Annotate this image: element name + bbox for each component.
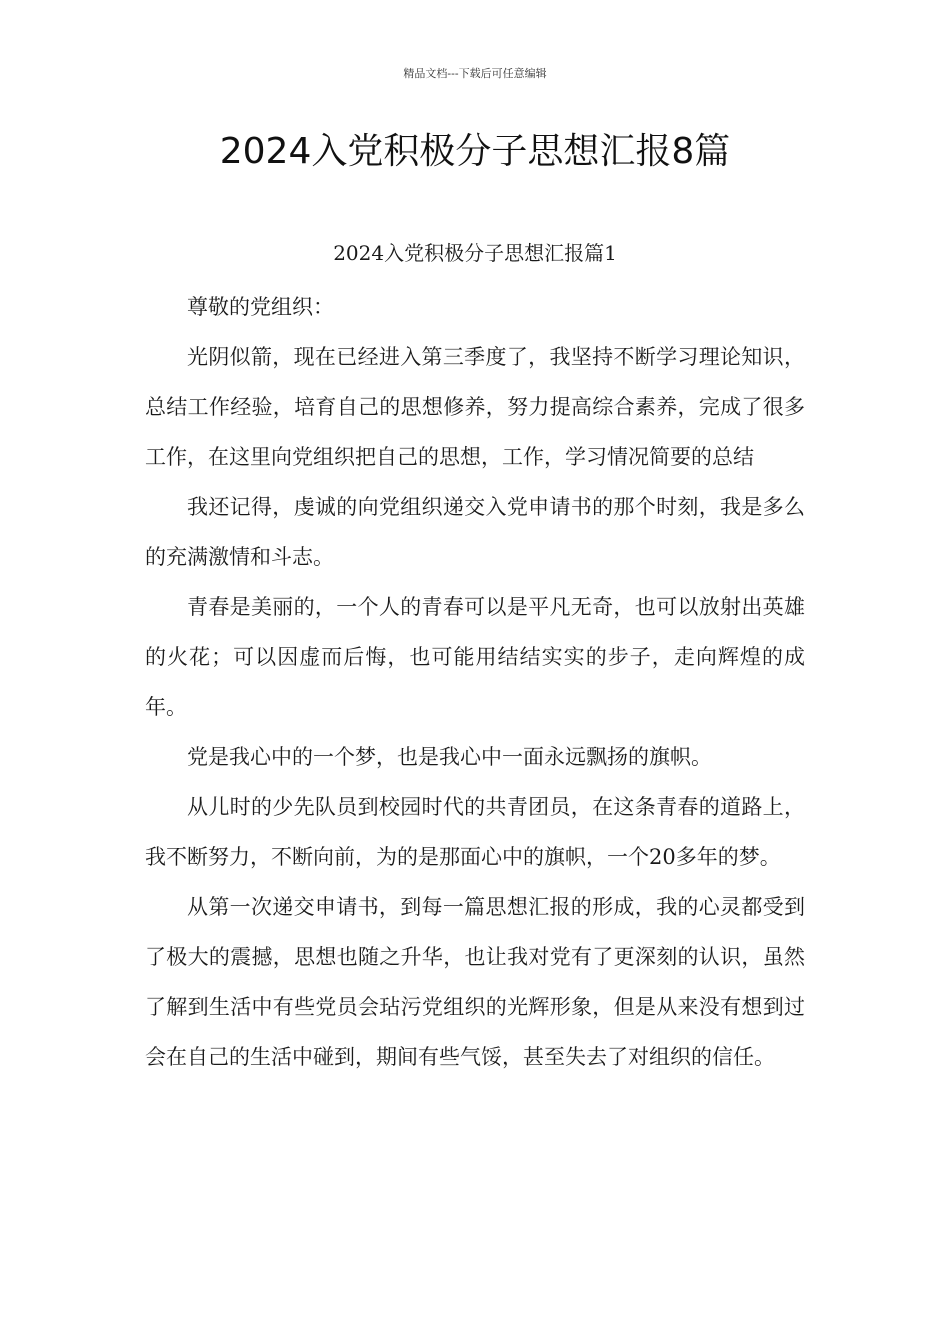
paragraph: 从儿时的少先队员到校园时代的共青团员，在这条青春的道路上，我不断努力，不断向前，为的是那面心中的旗帜，一个20多年的梦。 — [145, 795, 805, 869]
paragraph: 党是我心中的一个梦，也是我心中一面永远飘扬的旗帜。 — [187, 745, 712, 769]
section-heading: 2024入党积极分子思想汇报篇1 — [333, 241, 617, 265]
paragraph: 从第一次递交申请书，到每一篇思想汇报的形成，我的心灵都受到了极大的震撼，思想也随之升华，也让我对党有了更深刻的认识，虽然了解到生活中有些党员会玷污党组织的光辉形象，但是从来没有想到过会在自己的生活中碰到，期间有些气馁，甚至失去了对组织的信任。 — [145, 895, 805, 1069]
paragraph: 光阴似箭，现在已经进入第三季度了，我坚持不断学习理论知识，总结工作经验，培育自己的思想修养，努力提高综合素养，完成了很多工作，在这里向党组织把自己的思想，工作，学习情况简要的总结 — [145, 345, 805, 469]
header-note: 精品文档---下载后可任意编辑 — [403, 67, 547, 80]
document-body — [145, 282, 805, 1082]
paragraph: 我还记得，虔诚的向党组织递交入党申请书的那个时刻，我是多么的充满激情和斗志。 — [145, 495, 805, 569]
paragraph: 青春是美丽的，一个人的青春可以是平凡无奇，也可以放射出英雄的火花；可以因虚而后悔，也可能用结结实实的步子，走向辉煌的成年。 — [145, 595, 805, 719]
document-title: 2024入党积极分子思想汇报8篇 — [219, 131, 731, 172]
greeting: 尊敬的党组织： — [187, 295, 334, 319]
